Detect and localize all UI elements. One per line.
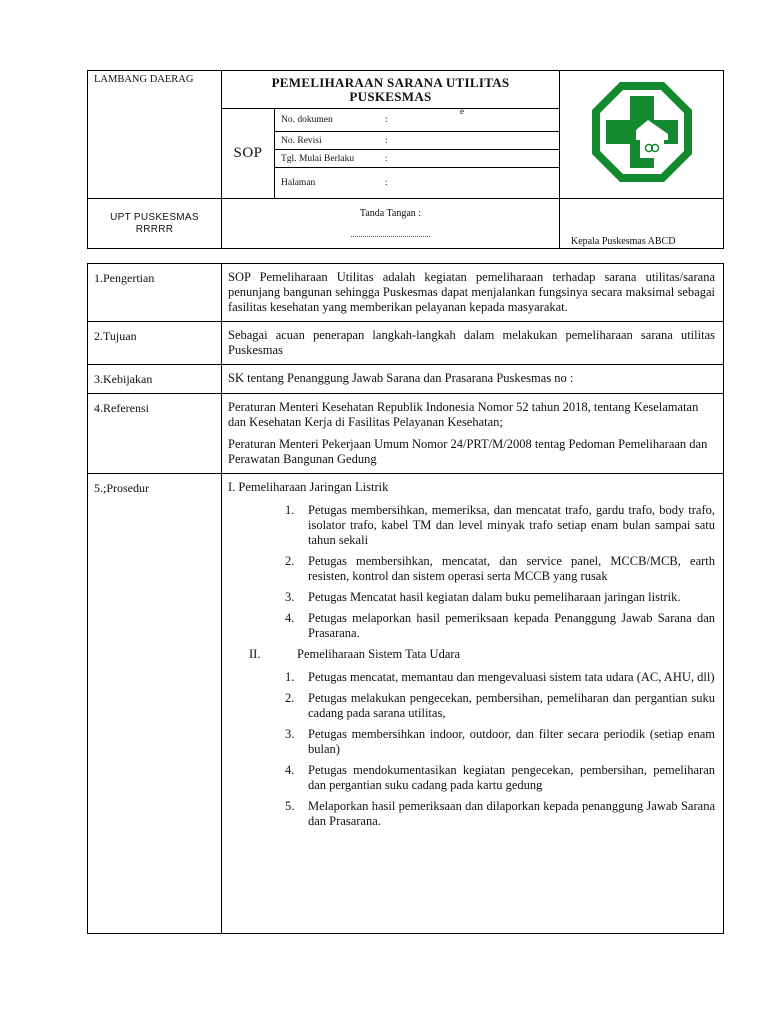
meta-colon: : xyxy=(385,115,388,125)
meta-row-no-dokumen xyxy=(275,106,560,132)
referensi-item-1: Peraturan Menteri Kesehatan Republik Indonesia Nomor 52 tahun 2018, tentang Keselamatan dan Kesehatan Kerja di Fasilitas Pelayanan Kesehatan; xyxy=(228,400,699,429)
label-referensi: 4.Referensi xyxy=(88,394,222,474)
kepala-puskesmas-cell xyxy=(560,199,724,249)
text-tujuan: Sebagai acuan penerapan langkah-langkah dalam melakukan pemeliharaan sarana utilitas Puskesmas xyxy=(222,322,724,365)
list-number: 2. xyxy=(285,691,295,705)
meta-label: Tgl. Mulai Berlaku xyxy=(281,153,355,164)
list-item xyxy=(228,503,715,548)
list-item xyxy=(228,727,715,757)
label-kebijakan: 3.Kebijakan xyxy=(88,365,222,394)
label-pengertian: 1.Pengertian xyxy=(88,264,222,322)
lambang-daerah-cell xyxy=(88,71,222,199)
list-number: 1. xyxy=(285,503,295,517)
tanda-tangan-cell xyxy=(222,199,560,249)
puskesmas-logo-icon xyxy=(590,80,694,184)
row-kebijakan xyxy=(88,365,724,394)
list-number: 2. xyxy=(285,554,295,568)
title-line-2: PUSKESMAS xyxy=(349,88,432,104)
list-item xyxy=(228,590,715,605)
meta-label: Halaman xyxy=(281,178,316,188)
list-item xyxy=(228,670,715,685)
signature-line: ........................................ xyxy=(350,230,431,239)
list-number: 3. xyxy=(285,727,295,741)
text-prosedur xyxy=(222,474,724,934)
lambang-daerah-label: LAMBANG DAERAG xyxy=(94,74,194,85)
list-number: 4. xyxy=(285,611,295,625)
list-text: Melaporkan hasil pemeriksaan dan dilaporkan kepada penanggung Jawab Sarana dan Prasarana. xyxy=(308,799,715,828)
row-pengertian xyxy=(88,264,724,322)
text-pengertian: SOP Pemeliharaan Utilitas adalah kegiatan pemeliharaan terhadap sarana utilitas/sarana penunjang bangunan sehingga Puskesmas dapat menjalankan fungsinya secara maksimal sebagai fasilitas kesehatan yang memberikan pelayanan kepada masyarakat. xyxy=(222,264,724,322)
meta-row-tgl-mulai-berlaku xyxy=(275,150,560,168)
meta-label: No. Revisi xyxy=(281,135,322,146)
list-number: 3. xyxy=(285,590,295,604)
label-prosedur: 5.;Prosedur xyxy=(88,474,222,934)
list-text: Petugas mencatat, memantau dan mengevaluasi sistem tata udara (AC, AHU, dll) xyxy=(308,670,715,684)
meta-colon: : xyxy=(385,135,388,146)
prosedur-section-2-list xyxy=(228,670,715,829)
list-text: Petugas membersihkan, memeriksa, dan mencatat trafo, gardu trafo, body trafo, isolator trafo, kabel TM dan level minyak trafo setiap enam bulan sampai satu tahun sekali xyxy=(308,503,715,547)
tanda-tangan-label: Tanda Tangan : xyxy=(359,208,422,219)
title-line-1: PEMELIHARAAN SARANA UTILITAS xyxy=(271,74,510,90)
meta-colon: : xyxy=(385,178,388,188)
list-item xyxy=(228,763,715,793)
sop-label: SOP xyxy=(233,145,263,161)
list-text: Petugas membersihkan, mencatat, dan service panel, MCCB/MCB, earth resisten, kontrol dan sistem operasi serta MCCB yang rusak xyxy=(308,554,715,583)
kepala-puskesmas-label: Kepala Puskesmas ABCD xyxy=(571,236,676,247)
row-prosedur xyxy=(88,474,724,934)
list-text: Petugas Mencatat hasil kegiatan dalam buku pemeliharaan jaringan listrik. xyxy=(308,590,681,604)
meta-row-no-revisi xyxy=(275,132,560,150)
list-item xyxy=(228,799,715,829)
sop-content-table xyxy=(87,263,724,934)
meta-label: No. dokumen xyxy=(281,115,333,125)
list-text: Petugas membersihkan indoor, outdoor, dan filter secara periodik (setiap enam bulan) xyxy=(308,727,715,756)
text-kebijakan: SK tentang Penanggung Jawab Sarana dan Prasarana Puskesmas no : xyxy=(222,365,724,394)
section-2-title-text: Pemeliharaan Sistem Tata Udara xyxy=(297,647,461,661)
puskesmas-logo-cell xyxy=(560,71,724,199)
prosedur-section-2-title xyxy=(228,647,715,662)
list-item xyxy=(228,554,715,584)
row-tujuan xyxy=(88,322,724,365)
sop-label-cell xyxy=(222,109,275,199)
upt-puskesmas-cell xyxy=(88,199,222,249)
list-text: Petugas melakukan pengecekan, pembersihan, pemeliharan dan pergantian suku cadang pada sarana utilitas, xyxy=(308,691,715,720)
document-title xyxy=(222,71,560,109)
text-referensi xyxy=(222,394,724,474)
label-tujuan: 2.Tujuan xyxy=(88,322,222,365)
row-referensi xyxy=(88,394,724,474)
prosedur-section-1-title: I. Pemeliharaan Jaringan Listrik xyxy=(228,480,389,494)
section-2-number: II. xyxy=(249,647,261,661)
referensi-item-2: Peraturan Menteri Pekerjaan Umum Nomor 24/PRT/M/2008 tentag Pedoman Pemeliharaan dan Perawatan Bangunan Gedung xyxy=(228,437,708,466)
meta-colon: : xyxy=(385,153,388,164)
meta-row-halaman xyxy=(275,168,560,199)
list-item xyxy=(228,691,715,721)
list-number: 4. xyxy=(285,763,295,777)
list-item xyxy=(228,611,715,641)
stray-mark: e xyxy=(460,106,464,116)
upt-line-1: UPT PUSKESMAS xyxy=(110,211,199,223)
list-text: Petugas mendokumentasikan kegiatan pengecekan, pembersihan, pemeliharan dan pergantian suku cadang pada kartu gedung xyxy=(308,763,715,792)
sop-header-table xyxy=(87,70,724,249)
upt-line-2: RRRRR xyxy=(135,223,174,235)
prosedur-section-1-list xyxy=(228,503,715,641)
list-number: 1. xyxy=(285,670,295,684)
list-number: 5. xyxy=(285,799,295,813)
list-text: Petugas melaporkan hasil pemeriksaan kepada Penanggung Jawab Sarana dan Prasarana. xyxy=(308,611,715,640)
